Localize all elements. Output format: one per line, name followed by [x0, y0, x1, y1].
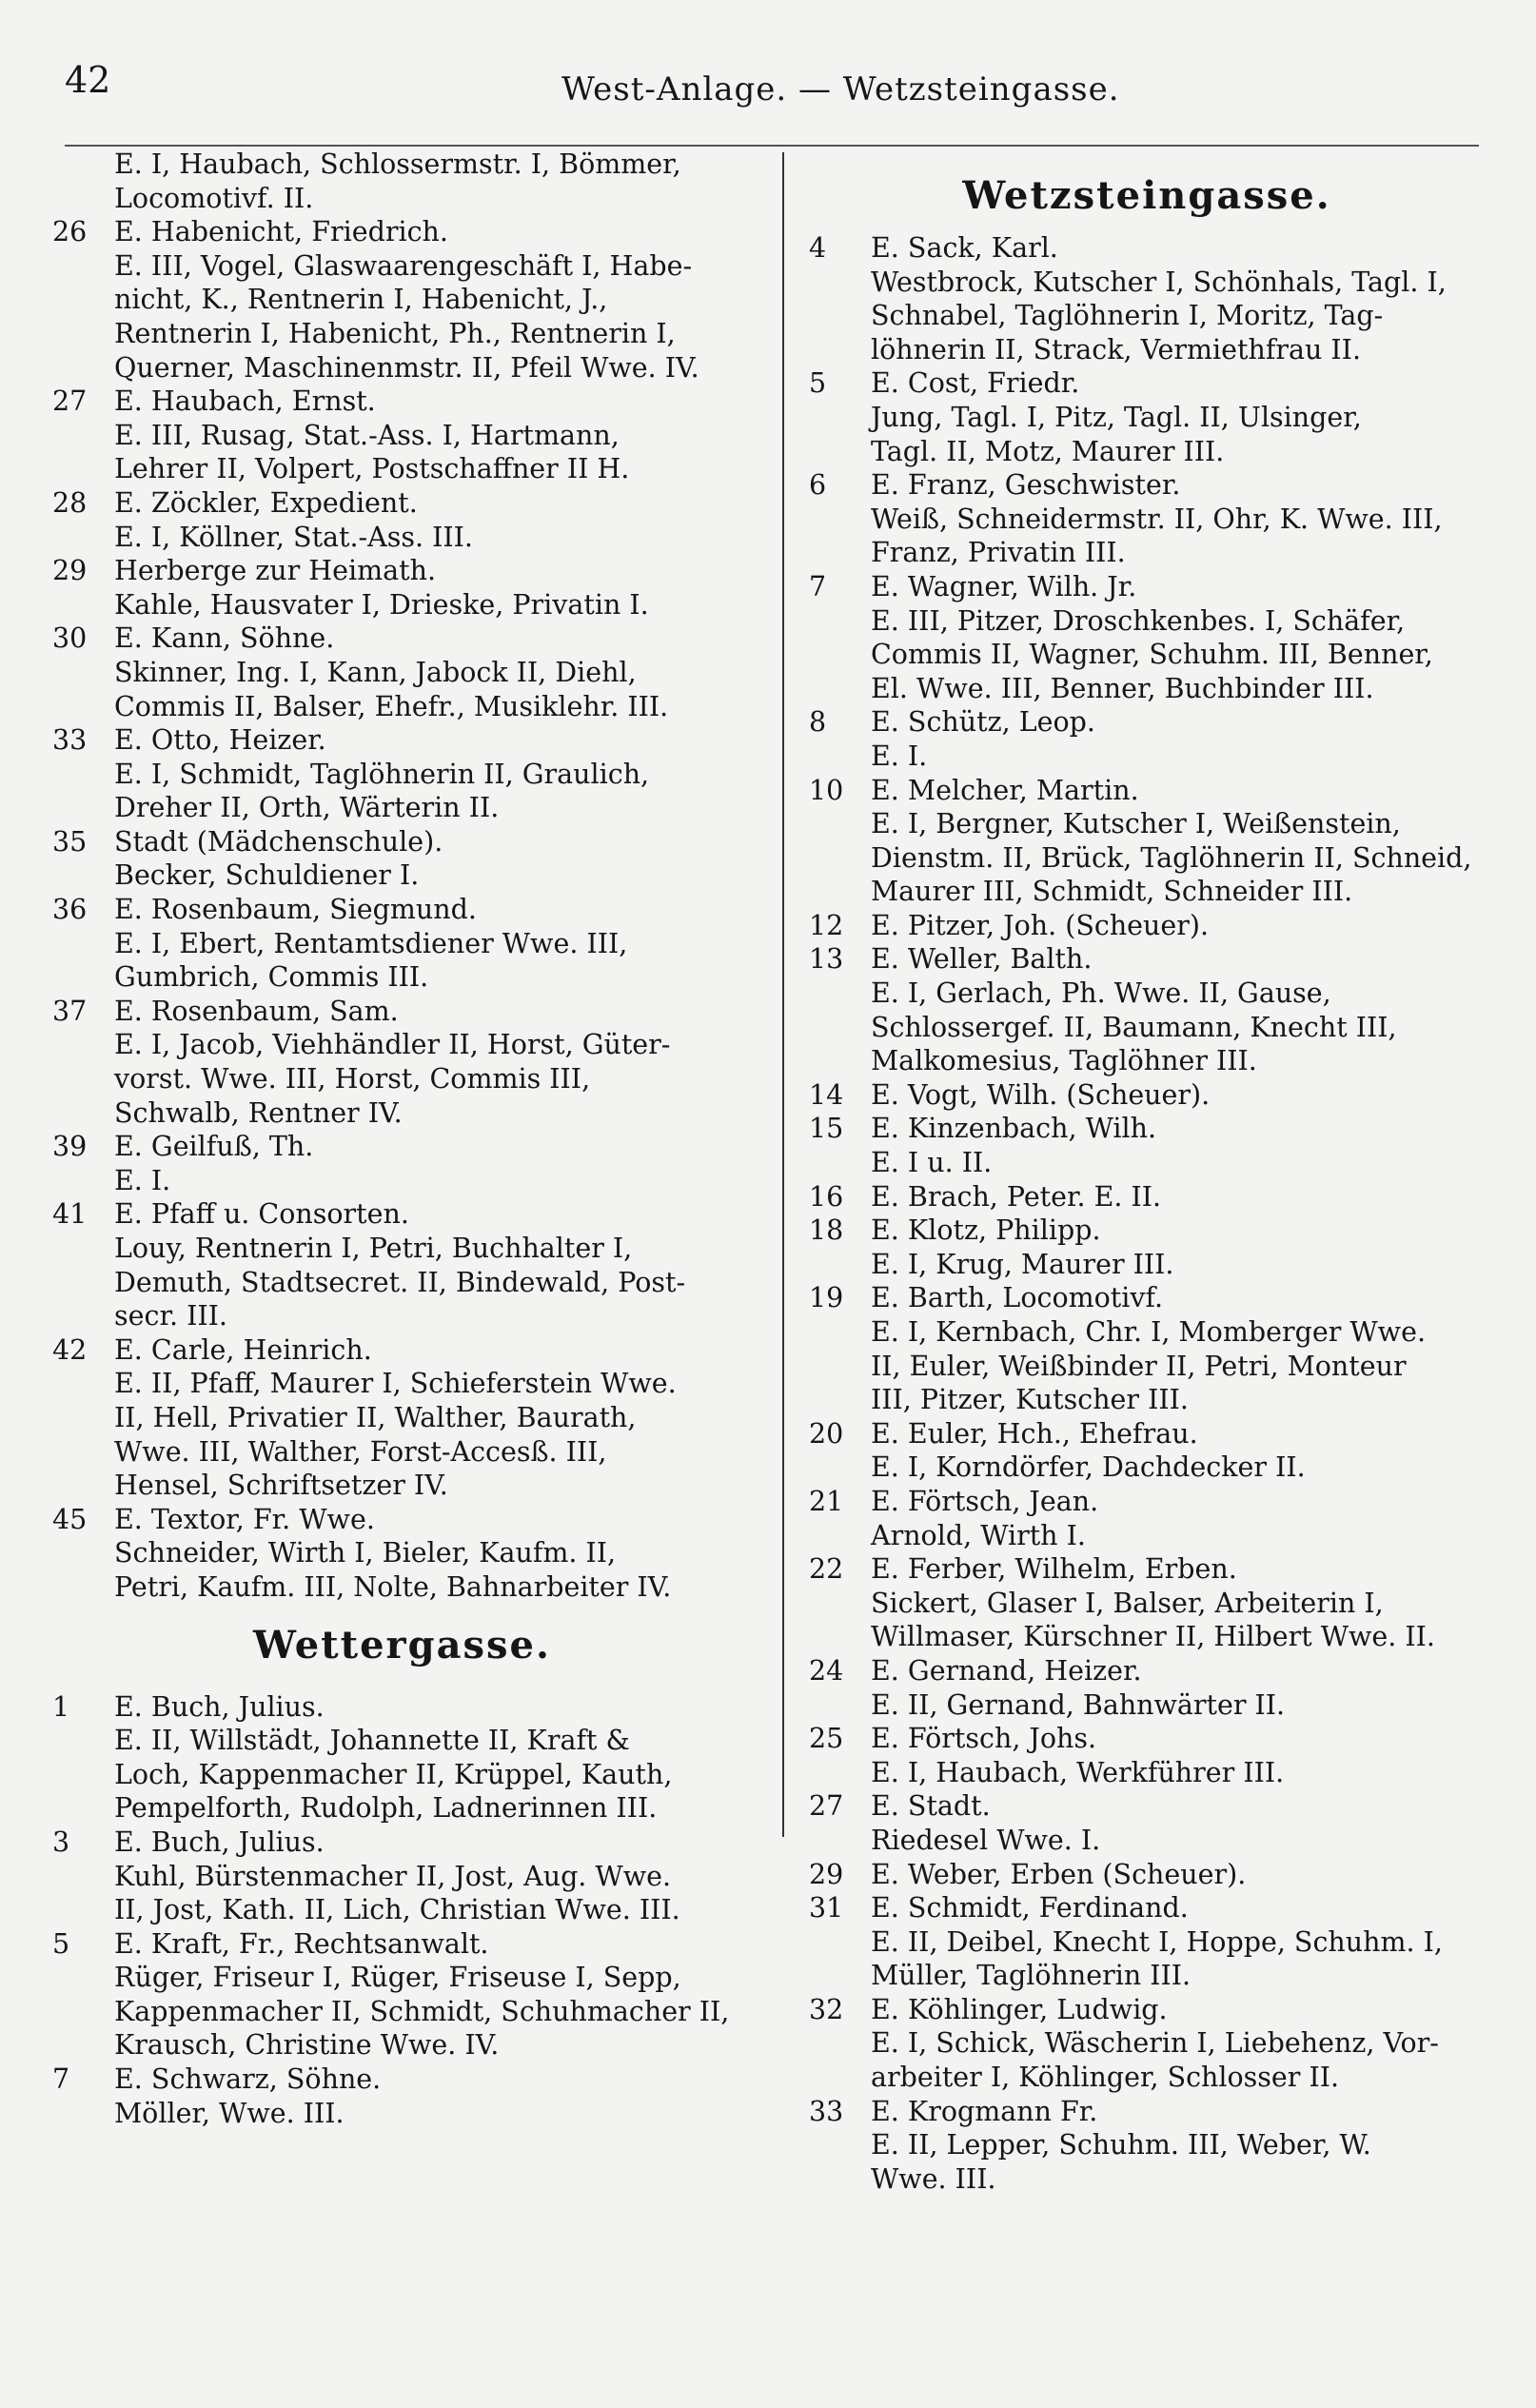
house-number: 31	[809, 1892, 844, 1924]
entry-text: Malkomesius, Taglöhner III.	[871, 1045, 1257, 1077]
entry-line	[809, 1214, 1485, 1248]
header-rule	[65, 145, 1479, 147]
entry-line	[809, 1451, 1485, 1485]
entry-text: E. Cost, Friedr.	[871, 367, 1080, 400]
entry-text: Commis II, Balser, Ehefr., Musiklehr. III.	[114, 690, 669, 722]
entry-line	[52, 249, 752, 284]
entry-line	[52, 1164, 752, 1198]
house-number: 24	[809, 1654, 844, 1687]
entry-text: Querner, Maschinenmstr. II, Pfeil Wwe. IV.	[114, 351, 699, 384]
entry-line	[52, 1367, 752, 1401]
entry-line	[809, 1688, 1485, 1723]
entry-line	[52, 1401, 752, 1435]
house-number: 6	[809, 469, 827, 502]
house-number: 33	[809, 2095, 844, 2127]
entry-text: E. I, Krug, Maurer III.	[871, 1248, 1174, 1280]
entry-text: Schnabel, Taglöhnerin I, Moritz, Tag-	[871, 300, 1384, 332]
entry-line	[809, 1891, 1485, 1925]
entry-line	[52, 1028, 752, 1062]
entry-text: E. I u. II.	[871, 1147, 993, 1179]
entry-line	[52, 1690, 752, 1725]
entry-line	[809, 1756, 1485, 1790]
entry-text: E. Sack, Karl.	[871, 232, 1058, 264]
entry-line	[52, 690, 752, 724]
entry-text: Arnold, Wirth I.	[871, 1519, 1086, 1551]
entry-text: Pempelforth, Rudolph, Ladnerinnen III.	[114, 1792, 658, 1825]
entry-text: E. I, Bergner, Kutscher I, Weißenstein,	[871, 808, 1401, 840]
entry-line	[809, 468, 1485, 503]
entry-line	[52, 1435, 752, 1470]
entry-text: nicht, K., Rentnerin I, Habenicht, J.,	[114, 284, 608, 316]
entry-line	[52, 656, 752, 690]
entry-line	[52, 1232, 752, 1266]
wettergasse-entries	[52, 1690, 752, 2131]
house-number: 37	[52, 995, 88, 1027]
entry-text: Loch, Kappenmacher II, Krüppel, Kauth,	[114, 1758, 673, 1790]
entry-text: E. Weller, Balth.	[871, 943, 1093, 976]
entry-line	[809, 231, 1485, 266]
entry-line	[52, 960, 752, 995]
entry-line	[52, 148, 752, 182]
entry-line	[809, 774, 1485, 808]
page-header	[0, 49, 1536, 116]
section-title-wetzsteingasse: Wetzsteingasse.	[962, 173, 1331, 218]
entry-text: Wwe. III, Walther, Forst-Accesß. III,	[114, 1435, 607, 1468]
house-number: 3	[52, 1826, 70, 1858]
entry-line	[809, 942, 1485, 977]
house-number: 5	[52, 1927, 70, 1960]
entry-line	[809, 1315, 1485, 1350]
entry-text: E. Franz, Geschwister.	[871, 469, 1181, 502]
entry-text: Krausch, Christine Wwe. IV.	[114, 2029, 500, 2062]
entry-text: E. I, Haubach, Werkführer III.	[871, 1756, 1285, 1788]
entry-text: E. Vogt, Wilh. (Scheuer).	[871, 1078, 1211, 1111]
entry-line	[809, 401, 1485, 435]
entry-text: Weiß, Schneidermstr. II, Ohr, K. Wwe. III,	[871, 503, 1443, 535]
entry-text: Tagl. II, Motz, Maurer III.	[871, 435, 1225, 467]
house-number: 19	[809, 1282, 844, 1314]
entry-line	[809, 1078, 1485, 1113]
entry-text: E. III, Pitzer, Droschkenbes. I, Schäfer,	[871, 604, 1406, 637]
entry-line	[52, 1130, 752, 1164]
house-number: 42	[52, 1333, 88, 1366]
house-number: 13	[809, 943, 844, 976]
entry-line	[52, 1299, 752, 1333]
page-number: 42	[65, 59, 111, 101]
entry-line	[809, 1044, 1485, 1078]
entry-line	[809, 2061, 1485, 2095]
entry-line	[809, 1180, 1485, 1214]
entry-line	[809, 1248, 1485, 1282]
entry-text: II, Euler, Weißbinder II, Petri, Monteur	[871, 1350, 1407, 1382]
house-number: 4	[809, 232, 827, 264]
entry-text: II, Hell, Privatier II, Walther, Baurath,	[114, 1401, 637, 1433]
entry-text: Westbrock, Kutscher I, Schönhals, Tagl. I,	[871, 266, 1447, 298]
house-number: 29	[809, 1858, 844, 1890]
entry-text: E. I, Kernbach, Chr. I, Momberger Wwe.	[871, 1316, 1426, 1348]
house-number: 7	[809, 570, 827, 602]
entry-line	[52, 1333, 752, 1368]
entry-line	[809, 1485, 1485, 1519]
entry-text: E. Pitzer, Joh. (Scheuer).	[871, 909, 1210, 941]
house-number: 30	[52, 622, 88, 655]
entry-text: E. Stadt.	[871, 1790, 991, 1823]
entry-text: E. Barth, Locomotivf.	[871, 1282, 1164, 1314]
entry-text: E. II, Pfaff, Maurer I, Schieferstein Wwe.	[114, 1368, 677, 1400]
entry-text: E. II, Deibel, Knecht I, Hoppe, Schuhm. I,	[871, 1925, 1443, 1958]
section-title-wettergasse: Wettergasse.	[253, 1622, 551, 1668]
entry-text: E. Schütz, Leop.	[871, 706, 1095, 739]
entry-line	[52, 1062, 752, 1096]
entry-text: E. Wagner, Wilh. Jr.	[871, 570, 1137, 602]
entry-text: Jung, Tagl. I, Pitz, Tagl. II, Ulsinger,	[871, 401, 1362, 433]
entry-text: E. Klotz, Philipp.	[871, 1214, 1101, 1247]
entry-text: Kuhl, Bürstenmacher II, Jost, Aug. Wwe.	[114, 1860, 672, 1892]
house-number: 39	[52, 1131, 88, 1163]
entry-text: Rüger, Friseur I, Rüger, Friseuse I, Sepp,	[114, 1962, 681, 1994]
house-number: 36	[52, 894, 88, 926]
house-number: 15	[809, 1113, 844, 1145]
entry-line	[52, 1536, 752, 1570]
entry-line	[809, 1383, 1485, 1417]
entry-line	[52, 893, 752, 927]
entry-text: E. Otto, Heizer.	[114, 724, 326, 757]
entry-line	[809, 1722, 1485, 1756]
entry-line	[809, 2026, 1485, 2061]
entry-line	[52, 1893, 752, 1927]
entry-text: Müller, Taglöhnerin III.	[871, 1960, 1191, 1992]
entry-line	[809, 1112, 1485, 1146]
house-number: 25	[809, 1723, 844, 1755]
entry-text: E. Ferber, Wilhelm, Erben.	[871, 1553, 1237, 1586]
entry-line	[52, 521, 752, 555]
entry-text: E. Weber, Erben (Scheuer).	[871, 1858, 1247, 1890]
entry-line	[809, 1350, 1485, 1384]
entry-text: E. III, Rusag, Stat.-Ass. I, Hartmann,	[114, 419, 620, 451]
entry-text: E. Rosenbaum, Siegmund.	[114, 894, 477, 926]
entry-line	[809, 1552, 1485, 1587]
entry-line	[809, 536, 1485, 570]
entry-line	[809, 266, 1485, 300]
entry-text: Franz, Privatin III.	[871, 537, 1126, 569]
entry-line	[809, 604, 1485, 639]
entry-text: Dienstm. II, Brück, Taglöhnerin II, Schneid,	[871, 841, 1472, 874]
entry-text: III, Pitzer, Kutscher III.	[871, 1384, 1189, 1416]
entry-text: Rentnerin I, Habenicht, Ph., Rentnerin I,	[114, 317, 676, 349]
entry-line	[809, 875, 1485, 909]
house-number: 35	[52, 825, 88, 858]
entry-text: E. Rosenbaum, Sam.	[114, 995, 399, 1027]
entry-line	[52, 1266, 752, 1300]
entry-text: E. Köhlinger, Ludwig.	[871, 1993, 1168, 2025]
entry-line	[52, 554, 752, 588]
house-number: 33	[52, 724, 88, 757]
entry-line	[809, 909, 1485, 943]
entry-text: Skinner, Ing. I, Kann, Jabock II, Diehl,	[114, 656, 637, 688]
entry-line	[809, 299, 1485, 333]
entry-line	[809, 333, 1485, 367]
entry-text: Möller, Wwe. III.	[114, 2097, 345, 2129]
entry-line	[809, 638, 1485, 672]
entry-line	[52, 486, 752, 521]
entry-line	[52, 182, 752, 216]
entry-line	[809, 1281, 1485, 1315]
entry-text: Kappenmacher II, Schmidt, Schuhmacher II,	[114, 1995, 730, 2027]
house-number: 10	[809, 774, 844, 806]
entry-line	[52, 1469, 752, 1503]
entry-line	[52, 758, 752, 792]
entry-line	[52, 1860, 752, 1894]
house-number: 14	[809, 1078, 844, 1111]
house-number: 29	[52, 555, 88, 587]
entry-line	[52, 1197, 752, 1232]
entry-text: Stadt (Mädchenschule).	[114, 825, 443, 858]
entry-text: Locomotivf. II.	[114, 182, 314, 214]
entry-line	[809, 977, 1485, 1011]
entry-line	[52, 791, 752, 825]
entry-text: E. II, Willstädt, Johannette II, Kraft &	[114, 1725, 630, 1757]
entry-line	[52, 1927, 752, 1962]
entry-line	[52, 1570, 752, 1605]
entry-text: E. I, Köllner, Stat.-Ass. III.	[114, 521, 473, 553]
entry-text: E. Brach, Peter. E. II.	[871, 1180, 1162, 1213]
entry-text: löhnerin II, Strack, Vermiethfrau II.	[871, 333, 1362, 365]
entry-text: Lehrer II, Volpert, Postschaffner II H.	[114, 453, 630, 485]
entry-text: E. Kraft, Fr., Rechtsanwalt.	[114, 1927, 489, 1960]
house-number: 12	[809, 909, 844, 941]
entry-text: Louy, Rentnerin I, Petri, Buchhalter I,	[114, 1233, 633, 1264]
entry-line	[52, 351, 752, 385]
house-number: 45	[52, 1503, 88, 1535]
entry-text: E. Gernand, Heizer.	[871, 1654, 1142, 1687]
entry-line	[809, 1789, 1485, 1824]
entry-text: vorst. Wwe. III, Horst, Commis III,	[114, 1063, 591, 1095]
entry-line	[809, 1011, 1485, 1045]
entry-text: E. Buch, Julius.	[114, 1690, 325, 1723]
entry-text: E. Förtsch, Johs.	[871, 1723, 1097, 1755]
entry-text: Gumbrich, Commis III.	[114, 961, 429, 994]
left-column	[52, 148, 752, 2130]
entry-line	[52, 825, 752, 859]
entry-text: E. I, Gerlach, Ph. Wwe. II, Gause,	[871, 977, 1331, 1010]
house-number: 22	[809, 1553, 844, 1586]
entry-line	[52, 452, 752, 486]
entry-text: E. Krogmann Fr.	[871, 2095, 1098, 2127]
entry-line	[52, 927, 752, 961]
entry-line	[809, 841, 1485, 876]
house-number: 26	[52, 216, 88, 248]
entry-text: E. I.	[114, 1164, 171, 1196]
entry-line	[52, 2097, 752, 2131]
house-number: 41	[52, 1198, 88, 1231]
house-number: 32	[809, 1993, 844, 2025]
entry-line	[809, 1519, 1485, 1553]
entry-text: secr. III.	[114, 1300, 227, 1332]
entry-text: E. Pfaff u. Consorten.	[114, 1198, 409, 1231]
entry-line	[52, 1724, 752, 1758]
entry-text: E. Schwarz, Söhne.	[114, 2063, 382, 2096]
entry-line	[52, 2028, 752, 2063]
right-column	[809, 148, 1485, 2196]
entry-line	[809, 1858, 1485, 1892]
entry-text: Dreher II, Orth, Wärterin II.	[114, 792, 500, 824]
entry-line	[809, 705, 1485, 740]
entry-text: Commis II, Wagner, Schuhm. III, Benner,	[871, 639, 1433, 671]
entry-line	[809, 2128, 1485, 2162]
entry-text: Schneider, Wirth I, Bieler, Kaufm. II,	[114, 1537, 617, 1569]
house-number: 27	[52, 385, 88, 418]
entry-text: arbeiter I, Köhlinger, Schlosser II.	[871, 2062, 1340, 2094]
entry-text: E. Zöckler, Expedient.	[114, 486, 418, 519]
entry-line	[52, 1961, 752, 1995]
entry-text: E. Euler, Hch., Ehefrau.	[871, 1417, 1198, 1450]
entry-line	[52, 723, 752, 758]
entry-line	[809, 1824, 1485, 1858]
entry-text: E. I, Jacob, Viehhändler II, Horst, Güter-	[114, 1029, 671, 1061]
entry-text: E. I, Korndörfer, Dachdecker II.	[871, 1451, 1306, 1484]
entry-line	[809, 2095, 1485, 2129]
left-entries	[52, 148, 752, 1605]
entry-line	[52, 1758, 752, 1792]
entry-text: E. I, Ebert, Rentamtsdiener Wwe. III,	[114, 927, 628, 959]
entry-line	[809, 2162, 1485, 2197]
entry-text: E. II, Gernand, Bahnwärter II.	[871, 1688, 1286, 1721]
entry-line	[52, 2063, 752, 2097]
entry-text: E. Habenicht, Friedrich.	[114, 216, 448, 248]
entry-text: Wwe. III.	[871, 2162, 996, 2195]
house-number: 1	[52, 1690, 70, 1723]
entry-line	[52, 1995, 752, 2029]
entry-line	[809, 1620, 1485, 1654]
entry-text: E. Buch, Julius.	[114, 1826, 325, 1858]
entry-line	[52, 317, 752, 351]
entry-text: E. I, Haubach, Schlossermstr. I, Bömmer,	[114, 148, 681, 180]
entry-line	[809, 366, 1485, 401]
entry-text: E. Carle, Heinrich.	[114, 1333, 372, 1366]
entry-text: El. Wwe. III, Benner, Buchbinder III.	[871, 672, 1374, 704]
entry-text: Petri, Kaufm. III, Nolte, Bahnarbeiter IV.	[114, 1570, 672, 1603]
entry-text: E. Melcher, Martin.	[871, 774, 1139, 806]
house-number: 21	[809, 1485, 844, 1517]
entry-line	[52, 995, 752, 1029]
entry-text: E. Haubach, Ernst.	[114, 385, 376, 418]
entry-line	[52, 1826, 752, 1860]
entry-line	[52, 283, 752, 317]
entry-text: Kahle, Hausvater I, Drieske, Privatin I.	[114, 588, 649, 621]
entry-text: Hensel, Schriftsetzer IV.	[114, 1470, 448, 1502]
entry-text: Becker, Schuldiener I.	[114, 859, 420, 892]
entry-line	[809, 570, 1485, 604]
house-number: 18	[809, 1214, 844, 1247]
entry-text: Herberge zur Heimath.	[114, 555, 437, 587]
entry-line	[52, 859, 752, 893]
entry-text: Willmaser, Kürschner II, Hilbert Wwe. II.	[871, 1621, 1435, 1653]
entry-line	[809, 740, 1485, 774]
entry-line	[52, 1096, 752, 1131]
entry-text: E. II, Lepper, Schuhm. III, Weber, W.	[871, 2129, 1371, 2161]
entry-text: E. I.	[871, 740, 928, 772]
entry-line	[809, 1925, 1485, 1960]
entry-line	[809, 503, 1485, 537]
entry-text: E. Förtsch, Jean.	[871, 1485, 1099, 1517]
house-number: 16	[809, 1180, 844, 1213]
house-number: 27	[809, 1790, 844, 1823]
entry-line	[52, 215, 752, 249]
house-number: 7	[52, 2063, 70, 2096]
entry-text: E. I, Schick, Wäscherin I, Liebehenz, Vor-	[871, 2027, 1439, 2060]
entry-line	[809, 1993, 1485, 2027]
column-divider	[782, 152, 784, 1837]
entry-line	[52, 588, 752, 622]
entry-text: E. Schmidt, Ferdinand.	[871, 1892, 1189, 1924]
wetzsteingasse-entries	[809, 231, 1485, 2196]
entry-text: E. III, Vogel, Glaswaarengeschäft I, Habe-	[114, 249, 693, 282]
entry-line	[809, 1959, 1485, 1993]
entry-line	[52, 1791, 752, 1826]
entry-line	[809, 1587, 1485, 1621]
entry-line	[52, 419, 752, 453]
entry-text: II, Jost, Kath. II, Lich, Christian Wwe. III.	[114, 1894, 680, 1926]
entry-text: Schwalb, Rentner IV.	[114, 1096, 403, 1129]
entry-text: E. Geilfuß, Th.	[114, 1131, 314, 1163]
entry-line	[809, 1417, 1485, 1451]
entry-text: Sickert, Glaser I, Balser, Arbeiterin I,	[871, 1587, 1384, 1619]
entry-line	[809, 1654, 1485, 1688]
entry-line	[809, 807, 1485, 841]
house-number: 5	[809, 367, 827, 400]
entry-text: E. Kinzenbach, Wilh.	[871, 1113, 1157, 1145]
running-head: West-Anlage. — Wetzsteingasse.	[561, 70, 1120, 109]
entry-line	[809, 1146, 1485, 1180]
entry-text: E. Kann, Söhne.	[114, 622, 335, 655]
entry-text: Demuth, Stadtsecret. II, Bindewald, Post-	[114, 1266, 686, 1298]
entry-text: E. Textor, Fr. Wwe.	[114, 1503, 375, 1535]
house-number: 28	[52, 486, 88, 519]
entry-line	[52, 1503, 752, 1537]
entry-line	[809, 435, 1485, 469]
entry-text: Riedesel Wwe. I.	[871, 1824, 1101, 1856]
entry-line	[809, 672, 1485, 706]
entry-line	[52, 385, 752, 419]
house-number: 8	[809, 706, 827, 739]
house-number: 20	[809, 1417, 844, 1450]
entry-line	[52, 622, 752, 656]
entry-text: Schlossergef. II, Baumann, Knecht III,	[871, 1011, 1397, 1043]
entry-text: E. I, Schmidt, Taglöhnerin II, Graulich,	[114, 758, 650, 790]
entry-text: Maurer III, Schmidt, Schneider III.	[871, 876, 1353, 908]
